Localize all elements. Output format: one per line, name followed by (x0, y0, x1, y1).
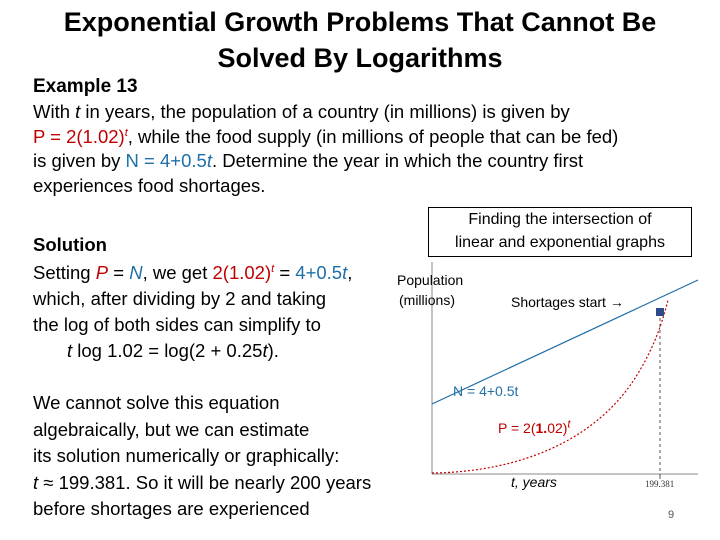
example-heading: Example 13 (33, 76, 138, 97)
solution-heading: Solution (33, 234, 107, 255)
intersection-point (656, 308, 664, 316)
page-number: 9 (668, 509, 675, 521)
linear-graph-label: N = 4+0.5t (453, 383, 519, 399)
intersection-x-value: 199.381 (645, 479, 675, 489)
problem-line-4: experiences food shortages. (33, 174, 266, 196)
graph-callout-box (428, 207, 692, 257)
exponential-graph-label (498, 420, 570, 436)
solution-line-3: the log of both sides can simplify to (33, 314, 321, 335)
text: is given by (33, 150, 126, 171)
shortages-start-label: Shortages start → (511, 294, 624, 310)
text: ). (267, 340, 279, 361)
callout-line-1: Finding the intersection of (468, 211, 652, 228)
text: 02) (547, 420, 568, 436)
exponent: t (567, 418, 571, 431)
solution-line-2: which, after dividing by 2 and taking (33, 288, 327, 309)
y-axis-label-line-1: Population (397, 272, 464, 288)
p-formula-base: P = 2(1.02) (33, 125, 125, 147)
var-t: t (33, 471, 39, 493)
var-n: N (129, 262, 143, 283)
exp-expr: 2(1.02) (212, 262, 272, 283)
var-t: t (342, 262, 348, 283)
text: = (108, 262, 130, 283)
conclusion-line-5: before shortages are experienced (33, 498, 310, 519)
text: P = 2( (498, 420, 536, 436)
n-formula-base: N = 4+0.5 (125, 150, 207, 171)
var-p: P (95, 262, 109, 283)
text: in years, the population of a country (in millions) is given by (80, 101, 570, 122)
title-line-2: Solved By Logarithms (217, 43, 503, 73)
var-t: t (75, 101, 81, 122)
p-exponent: t (124, 126, 128, 139)
conclusion-line-3: its solution numerically or graphically: (33, 445, 340, 466)
text: Setting (33, 262, 96, 283)
var-t: t (206, 150, 212, 171)
var-t: t (262, 340, 268, 361)
y-axis-label (397, 270, 463, 310)
var-t: t (67, 340, 73, 361)
title-line-1: Exponential Growth Problems That Cannot Be (63, 7, 657, 37)
text: log 1.02 = log(2 + 0.25 (72, 340, 263, 361)
text: 1. (535, 420, 548, 436)
conclusion-line-1: We cannot solve this equation (33, 392, 280, 413)
text: , (347, 262, 353, 283)
text: , while the food supply (in millions of people that can be fed) (127, 125, 619, 147)
text: . Determine the year in which the country first (211, 150, 584, 171)
text: , we get (142, 262, 213, 283)
callout-line-2: linear and exponential graphs (455, 234, 665, 251)
y-axis-label-line-2: (millions) (399, 292, 455, 308)
text: = (274, 262, 296, 283)
text: With (33, 101, 76, 122)
exp-exponent: t (271, 262, 275, 275)
text: ≈ 199.381. So it will be nearly 200 years (38, 471, 372, 493)
conclusion-line-2: algebraically, but we can estimate (33, 418, 310, 440)
lin-expr: 4+0.5 (295, 262, 343, 283)
x-axis-label: t, years (511, 474, 557, 490)
